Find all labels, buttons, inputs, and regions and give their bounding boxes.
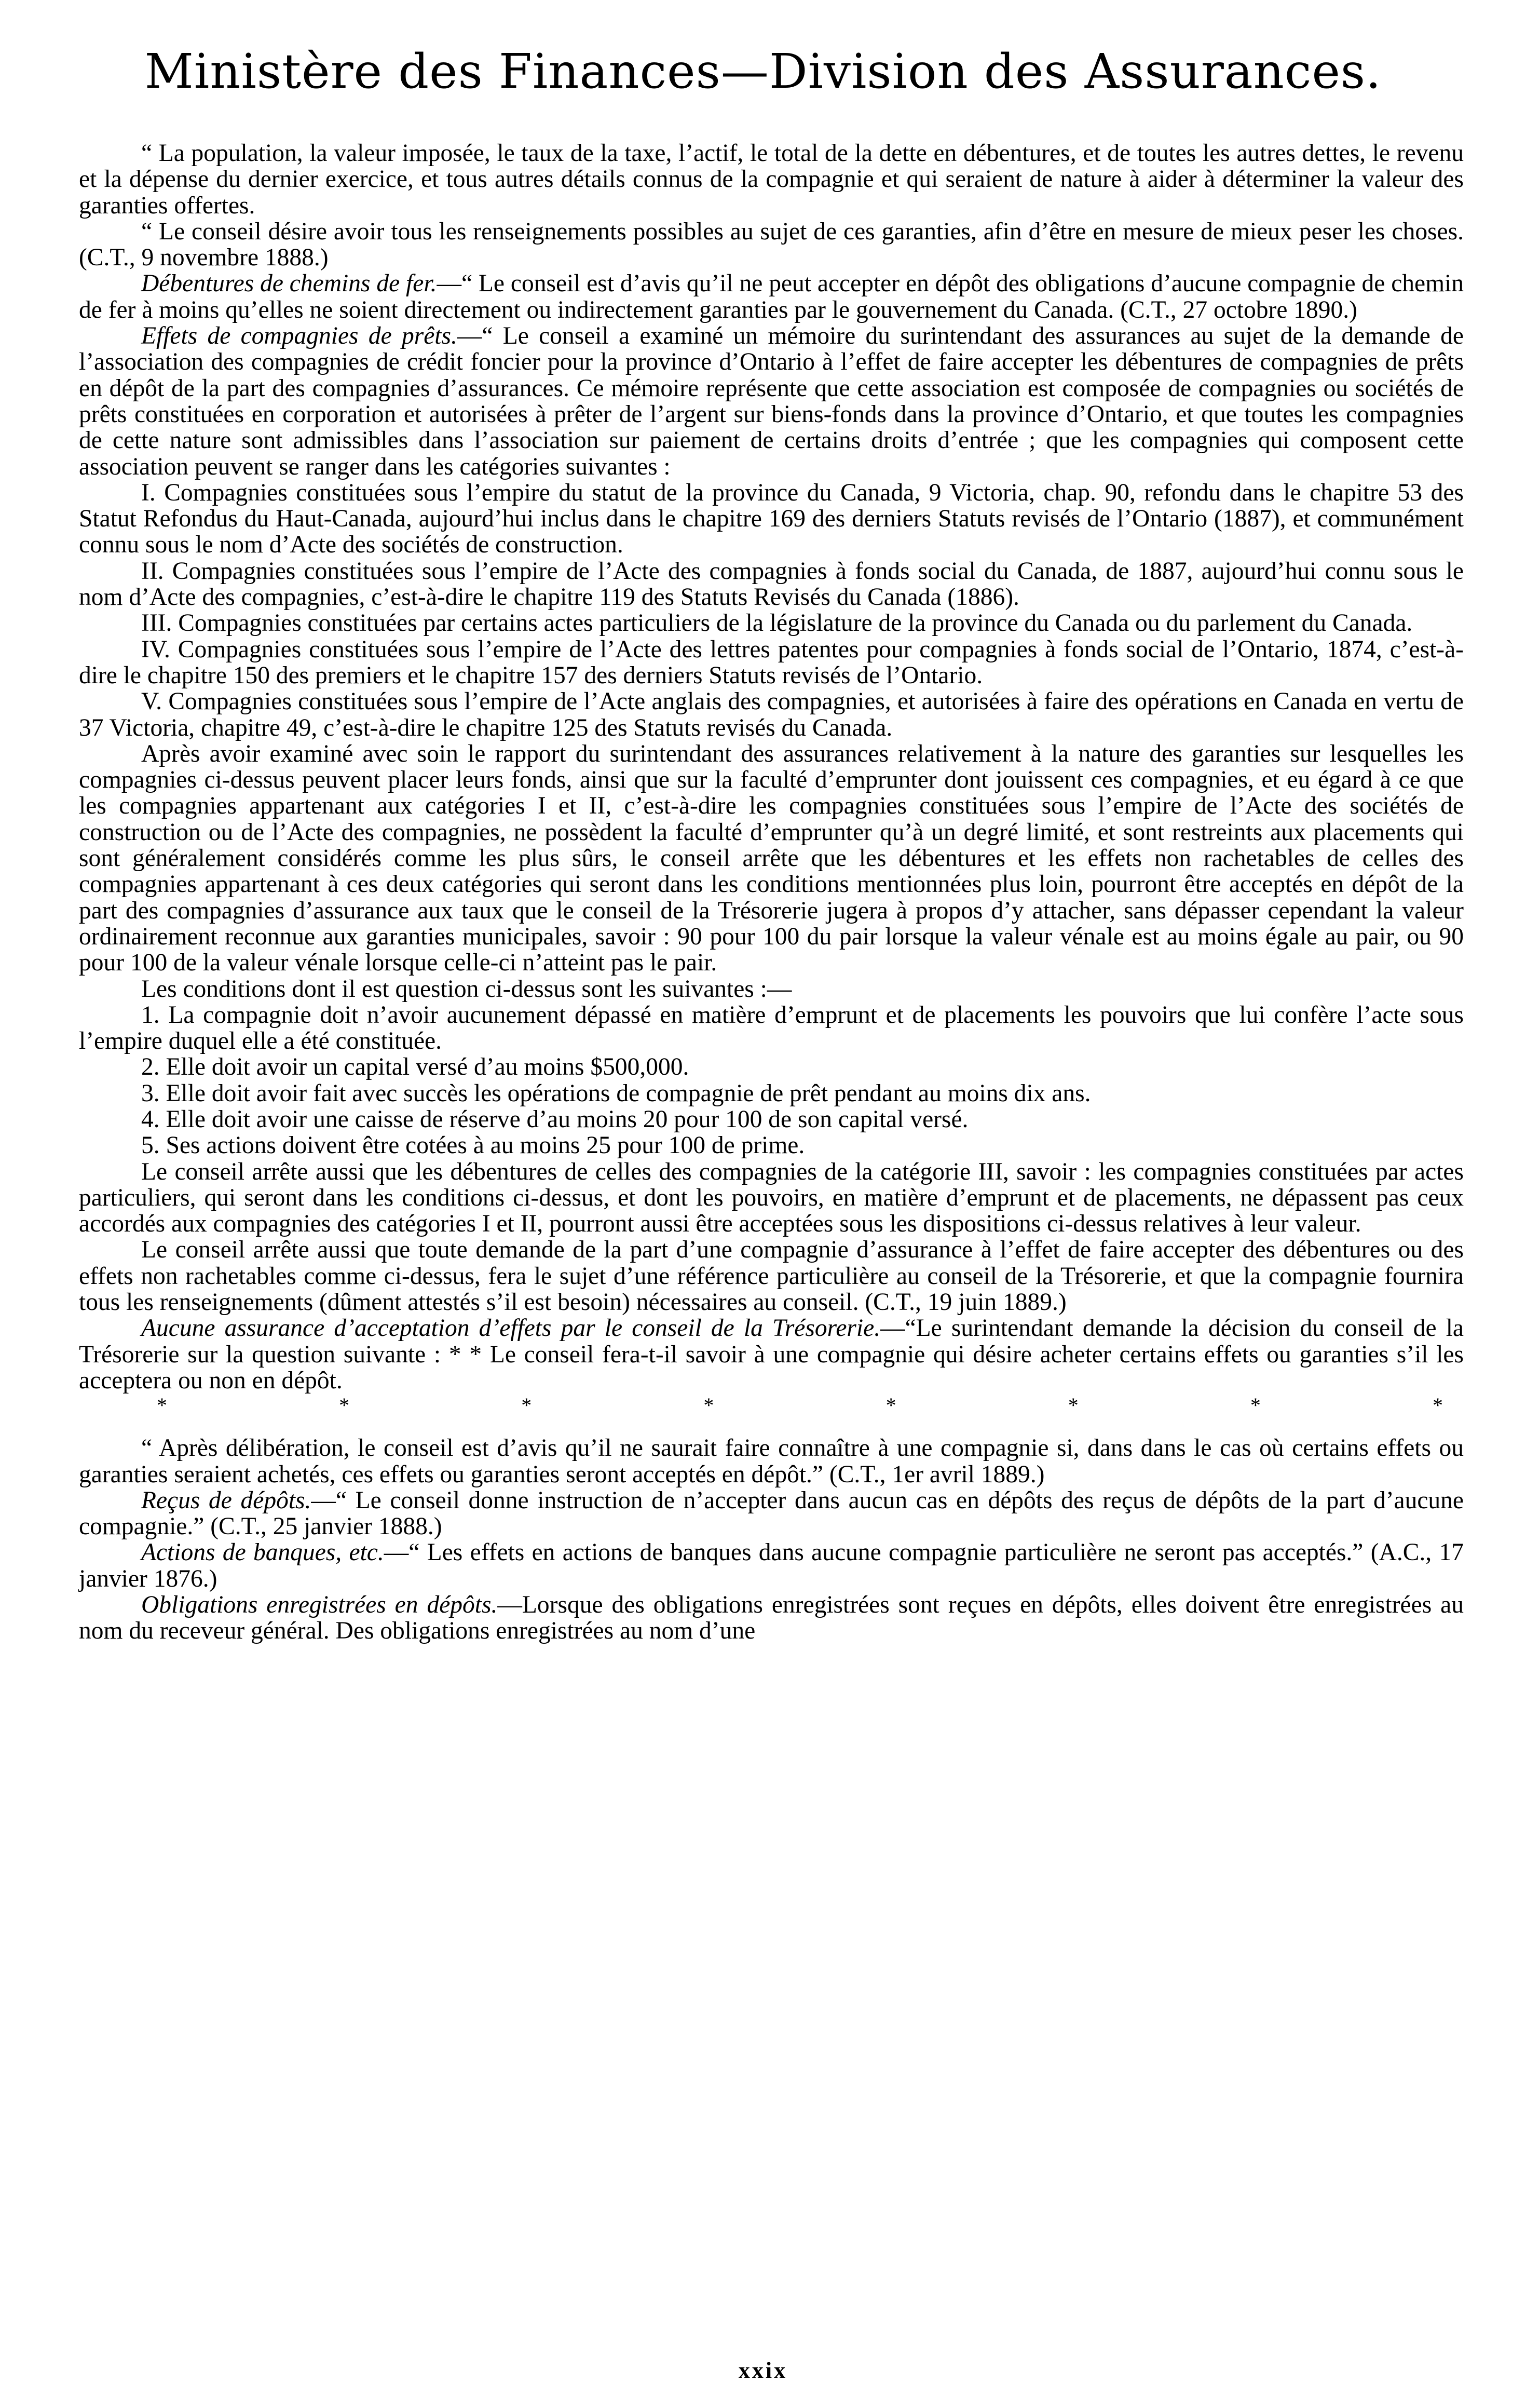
paragraph-heading: Effets de compagnies de prêts. — [141, 322, 457, 350]
paragraph: Le conseil arrête aussi que toute demande de la part d’une compagnie d’assurance à l’effet de faire accepter des débentures ou des effets non rachetables comme ci-dessus, fera le sujet d’une référence particulière au conseil de la Trésorerie, et que la compagnie fournira tous les renseignements (dûment attestés s’il est besoin) nécessaires au conseil. (C.T., 19 juin 1889.) — [79, 1236, 1464, 1316]
star-mark: * — [521, 1394, 532, 1417]
paragraph: II. Compagnies constituées sous l’empire de l’Acte des compagnies à fonds social du Canada, de 1887, aujourd’hui connu sous le nom d’Acte des compagnies, c’est-à-dire le chapitre 119 des Statuts Revisés du Canada (1886). — [79, 557, 1464, 611]
paragraph: III. Compagnies constituées par certains actes particuliers de la législature de la province du Canada ou du parlement du Canada. — [141, 610, 1413, 637]
star-mark: * — [703, 1394, 714, 1417]
paragraph-heading: Reçus de dépôts. — [141, 1486, 311, 1514]
paragraph: Débentures de chemins de fer.—“ Le conseil est d’avis qu’il ne peut accepter en dépôt des obligations d’aucune compagnie de chemin de fer à moins qu’elles ne soient directement ou indirectement garanties par le gouvernement du Canada. (C.T., 27 octobre 1890.) — [79, 270, 1464, 323]
paragraph-heading: Aucune assurance d’acceptation d’effets par le conseil de la Trésorerie. — [141, 1315, 881, 1342]
paragraph: Les conditions dont il est question ci-dessus sont les suivantes :— — [141, 975, 792, 1003]
paragraph: Aucune assurance d’acceptation d’effets par le conseil de la Trésorerie.—“Le surintendant demande la décision du conseil de la Trésorerie sur la question suivante : * * Le conseil fera-t-il savoir à une compagnie qui désire acheter certains effets ou garanties s’il les acceptera ou non en dépôt. — [79, 1315, 1464, 1394]
paragraph: Après avoir examiné avec soin le rapport du surintendant des assurances relativement à la nature des garanties sur lesquelles les compagnies ci-dessus peuvent placer leurs fonds, ainsi que sur la faculté d’emprunter dont jouissent ces compagnies, et eu égard à ce que les compagnies appartenant aux catégories I et II, c’est-à-dire les compagnies constituées sous l’empire de l’Acte des sociétés de construction ou de l’Acte des compagnies, ne possèdent la faculté d’emprunter qu’à un degré limité, et sont restreints aux placements qui sont généralement considérés comme les plus sûrs, le conseil arrête que les débentures et les effets non rachetables de celles des compagnies appartenant à ces deux catégories qui seront dans les conditions mentionnées plus loin, pourront être acceptés en dépôt de la part des compagnies d’assurance aux taux que le conseil de la Trésorerie jugera à propos d’y attacher, sans dépasser cependant la valeur ordinairement reconnue aux garanties municipales, savoir : 90 pour 100 du pair lorsque la valeur vénale est au moins égale au pair, ou 90 pour 100 de la valeur vénale lorsque celle-ci n’atteint pas le pair. — [79, 740, 1464, 977]
star-mark: * — [339, 1394, 350, 1417]
paragraph: I. Compagnies constituées sous l’empire du statut de la province du Canada, 9 Victoria, chap. 90, refondu dans le chapitre 53 des Statut Refondus du Haut-Canada, aujourd’hui inclus dans le chapitre 169 des derniers Statuts revisés de l’Ontario (1887), et communément connu sous le nom d’Acte des sociétés de construction. — [79, 479, 1464, 559]
star-mark: * — [1068, 1394, 1079, 1417]
paragraph: Obligations enregistrées en dépôts.—Lorsque des obligations enregistrées sont reçues en dépôts, elles doivent être enregistrées au nom du receveur général. Des obligations enregistrées au nom d’une — [79, 1591, 1464, 1645]
paragraph: “ Après délibération, le conseil est d’avis qu’il ne saurait faire connaître à une compagnie si, dans dans le cas où certains effets ou garanties seraient achetés, ces effets ou garanties seront acceptés en dépôt.” (C.T., 1er avril 1889.) — [79, 1435, 1464, 1488]
page-title: Ministère des Finances—Division des Assurances. — [144, 44, 1382, 99]
paragraph: 1. La compagnie doit n’avoir aucunement dépassé en matière d’emprunt et de placements les pouvoirs que lui confère l’acte sous l’empire duquel elle a été constituée. — [79, 1001, 1464, 1055]
paragraph: 3. Elle doit avoir fait avec succès les opérations de compagnie de prêt pendant au moins dix ans. — [141, 1079, 1091, 1107]
paragraph: “ La population, la valeur imposée, le taux de la taxe, l’actif, le total de la dette en débentures, et de toutes les autres dettes, le revenu et la dépense du dernier exercice, et tous autres détails connus de la compagnie et qui seraient de nature à aider à déterminer la valeur des garanties offertes. — [79, 140, 1464, 219]
document-body — [79, 140, 1464, 1644]
paragraph: 4. Elle doit avoir une caisse de réserve d’au moins 20 pour 100 de son capital versé. — [141, 1105, 969, 1133]
paragraph-heading: Débentures de chemins de fer. — [141, 270, 437, 297]
paragraph: Effets de compagnies de prêts.—“ Le conseil a examiné un mémoire du surintendant des assurances au sujet de la demande de l’association des compagnies de crédit foncier pour la province d’Ontario à l’effet de faire accepter les débentures de compagnies de prêts en dépôt de la part des compagnies d’assurances. Ce mémoire représente que cette association est composée de compagnies ou sociétés de prêts constituées en corporation et autorisées à prêter de l’argent sur biens-fonds dans la province d’Ontario, et que toutes les compagnies de cette nature sont admissibles dans l’association sur paiement de certains droits d’entrée ; que les compagnies qui composent cette association peuvent se ranger dans les catégories suivantes : — [79, 322, 1464, 480]
star-mark: * — [157, 1394, 167, 1417]
paragraph-heading: Actions de banques, etc. — [141, 1539, 384, 1566]
paragraph: Reçus de dépôts.—“ Le conseil donne instruction de n’accepter dans aucun cas en dépôts des reçus de dépôts de la part d’aucune compagnie.” (C.T., 25 janvier 1888.) — [79, 1486, 1464, 1540]
paragraph: Le conseil arrête aussi que les débentures de celles des compagnies de la catégorie III, savoir : les compagnies constituées par actes particuliers, qui seront dans les conditions ci-dessus, et dont les pouvoirs, en matière d’emprunt et de placements, ne dépassent pas ceux accordés aux compagnies des catégories I et II, pourront aussi être acceptées sous les dispositions ci-dessus relatives à leur valeur. — [79, 1158, 1464, 1238]
paragraph-heading: Obligations enregistrées en dépôts. — [141, 1591, 498, 1619]
star-mark: * — [1432, 1394, 1443, 1417]
paragraph: 5. Ses actions doivent être cotées à au moins 25 pour 100 de prime. — [141, 1132, 805, 1159]
ellipsis-stars — [79, 1394, 1464, 1417]
paragraph: “ Le conseil désire avoir tous les renseignements possibles au sujet de ces garanties, afin d’être en mesure de mieux peser les choses. (C.T., 9 novembre 1888.) — [79, 218, 1464, 272]
paragraph: 2. Elle doit avoir un capital versé d’au moins $500,000. — [141, 1053, 689, 1081]
star-mark: * — [885, 1394, 896, 1417]
paragraph: V. Compagnies constituées sous l’empire de l’Acte anglais des compagnies, et autorisées à faire des opérations en Canada en vertu de 37 Victoria, chapitre 49, c’est-à-dire le chapitre 125 des Statuts revisés du Canada. — [79, 688, 1464, 741]
paragraph: IV. Compagnies constituées sous l’empire de l’Acte des lettres patentes pour compagnies à fonds social de l’Ontario, 1874, c’est-à-dire le chapitre 150 des premiers et le chapitre 157 des derniers Statuts revisés de l’Ontario. — [79, 635, 1464, 689]
page-number: xxix — [738, 2358, 788, 2383]
star-mark: * — [1250, 1394, 1261, 1417]
paragraph: Actions de banques, etc.—“ Les effets en actions de banques dans aucune compagnie particulière ne seront pas acceptés.” (A.C., 17 janvier 1876.) — [79, 1539, 1464, 1592]
